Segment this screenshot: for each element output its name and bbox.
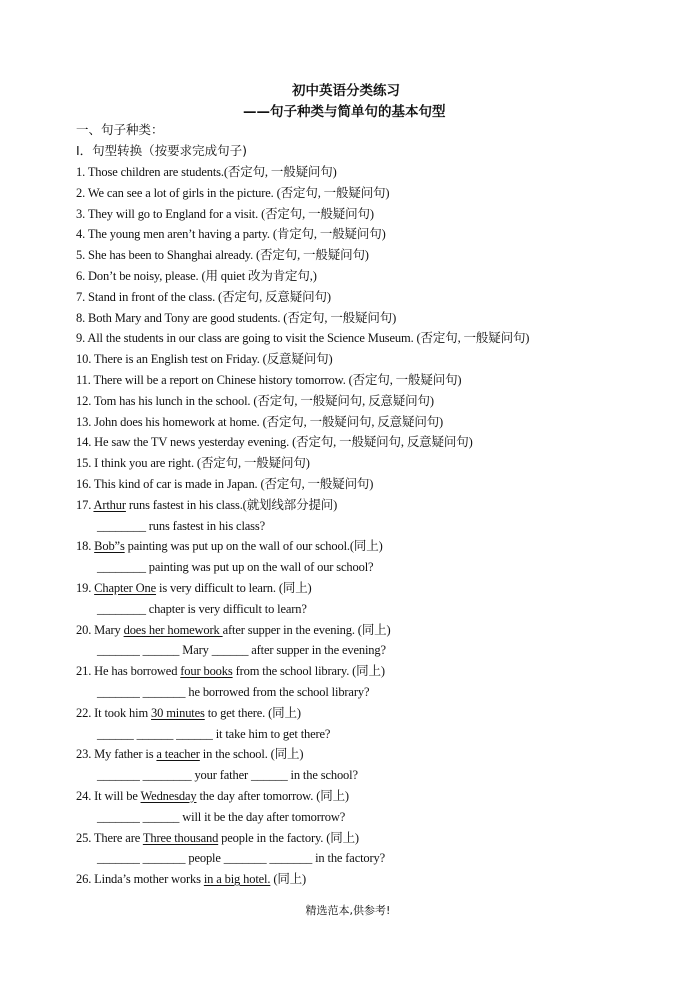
exercise-item — [76, 495, 676, 516]
text-segment: 17. — [76, 497, 94, 512]
text-segment: 13. John does his homework at home. (否定句, 一般疑问句, 反意疑问句) — [76, 414, 444, 429]
exercise-item — [76, 370, 676, 391]
text-segment: (同上) — [270, 872, 307, 887]
exercise-item — [76, 661, 676, 682]
underlined-phrase: Arthur — [93, 497, 126, 512]
text-segment: 3. They will go to England for a visit. (否定句, 一般疑问句) — [76, 206, 374, 221]
underlined-phrase: 30 minutes — [151, 705, 205, 720]
underlined-phrase: Wednesday — [140, 788, 197, 803]
text-segment: runs fastest in his class.(就划线部分提问) — [125, 497, 338, 512]
text-segment: in the school. (同上) — [199, 747, 304, 762]
exercise-list — [76, 162, 676, 890]
text-segment: 4. The young men aren’t having a party. (肯定句, 一般疑问句) — [76, 227, 386, 242]
text-segment: 18. — [76, 539, 95, 554]
text-segment: 5. She has been to Shanghai already. (否定句, 一般疑问句) — [76, 248, 369, 263]
text-segment: painting was put up on the wall of our school.(同上) — [124, 539, 383, 554]
underlined-phrase: Chapter One — [94, 580, 157, 595]
answer-line — [76, 724, 676, 745]
exercise-item — [76, 391, 676, 412]
text-segment: ______ ______ ______ it take him to get there? — [97, 726, 331, 741]
exercise-item — [76, 349, 676, 370]
text-segment: 25. There are — [76, 830, 143, 845]
text-segment: ________ painting was put up on the wall of our school? — [97, 560, 374, 575]
exercise-item — [76, 620, 676, 641]
text-segment: 15. I think you are right. (否定句, 一般疑问句) — [76, 456, 310, 471]
text-segment: ________ chapter is very difficult to learn? — [97, 601, 307, 616]
exercise-item — [76, 287, 676, 308]
exercise-item — [76, 432, 676, 453]
text-segment: 19. — [76, 580, 95, 595]
text-segment: after supper in the evening. (同上) — [222, 622, 391, 637]
text-segment: 12. Tom has his lunch in the school. (否定句, 一般疑问句, 反意疑问句) — [76, 393, 434, 408]
exercise-item — [76, 328, 676, 349]
text-segment: 14. He saw the TV news yesterday evening. (否定句, 一般疑问句, 反意疑问句) — [76, 435, 473, 450]
text-segment: 10. There is an English test on Friday. (反意疑问句) — [76, 352, 333, 367]
exercise-item — [76, 744, 676, 765]
exercise-item — [76, 183, 676, 204]
underlined-phrase: a teacher — [156, 747, 200, 762]
exercise-item — [76, 703, 676, 724]
answer-line — [76, 640, 676, 661]
text-segment: _______ ________ your father ______ in the school? — [97, 768, 358, 783]
text-segment: 20. Mary — [76, 622, 124, 637]
text-segment: is very difficult to learn. (同上) — [156, 580, 312, 595]
exercise-item — [76, 578, 676, 599]
text-segment: 22. It took him — [76, 705, 152, 720]
answer-line — [76, 516, 676, 537]
exercise-item — [76, 204, 676, 225]
answer-line — [76, 765, 676, 786]
text-segment: to get there. (同上) — [204, 705, 301, 720]
text-segment: 11. There will be a report on Chinese history tomorrow. (否定句, 一般疑问句) — [76, 372, 462, 387]
text-segment: 24. It will be — [76, 788, 141, 803]
answer-line — [76, 599, 676, 620]
exercise-item — [76, 245, 676, 266]
exercise-item — [76, 453, 676, 474]
exercise-item — [76, 266, 676, 287]
section-heading: 一、句子种类： — [76, 122, 164, 137]
text-segment: the day after tomorrow. (同上) — [196, 788, 349, 803]
exercise-item — [76, 308, 676, 329]
text-segment: 26. Linda’s mother works — [76, 872, 204, 887]
underlined-phrase: does her homework — [123, 622, 223, 637]
underlined-phrase: four books — [180, 664, 233, 679]
text-segment: 2. We can see a lot of girls in the picture. (否定句, 一般疑问句) — [76, 185, 390, 200]
text-segment: 6. Don’t be noisy, please. (用 quiet 改为肯定句,) — [76, 268, 317, 283]
text-segment: 9. All the students in our class are going to visit the Science Museum. (否定句, 一般疑问句) — [76, 331, 530, 346]
text-segment: _______ _______ he borrowed from the school library? — [97, 684, 370, 699]
underlined-phrase: Three thousand — [142, 830, 219, 845]
text-segment: from the school library. (同上) — [232, 664, 385, 679]
page-title: 初中英语分类练习 — [292, 83, 400, 99]
answer-line — [76, 557, 676, 578]
exercise-item — [76, 869, 676, 890]
underlined-phrase: Bob”s — [94, 539, 125, 554]
text-segment: ________ runs fastest in his class? — [97, 518, 265, 533]
underlined-phrase: in a big hotel. — [203, 872, 271, 887]
text-segment: 23. My father is — [76, 747, 157, 762]
text-segment: _______ _______ people _______ _______ in the factory? — [97, 851, 386, 866]
answer-line — [76, 848, 676, 869]
exercise-item — [76, 412, 676, 433]
exercise-item — [76, 162, 676, 183]
answer-line — [76, 682, 676, 703]
exercise-item — [76, 786, 676, 807]
exercise-item — [76, 474, 676, 495]
text-segment: 21. He has borrowed — [76, 664, 181, 679]
text-segment: _______ ______ will it be the day after tomorrow? — [97, 809, 346, 824]
text-segment: 16. This kind of car is made in Japan. (否定句, 一般疑问句) — [76, 476, 374, 491]
exercise-item — [76, 536, 676, 557]
text-segment: 7. Stand in front of the class. (否定句, 反意疑问句) — [76, 289, 331, 304]
page-footer: 精选范本,供参考! — [305, 904, 391, 917]
text-segment: 8. Both Mary and Tony are good students. (否定句, 一般疑问句) — [76, 310, 397, 325]
text-segment: people in the factory. (同上) — [218, 830, 359, 845]
answer-line — [76, 807, 676, 828]
section-subheading: Ⅰ．句型转换（按要求完成句子) — [76, 143, 248, 158]
exercise-item — [76, 224, 676, 245]
text-segment: 1. Those children are students.(否定句, 一般疑问句) — [76, 165, 337, 179]
exercise-item — [76, 828, 676, 849]
text-segment: _______ ______ Mary ______ after supper in the evening? — [97, 643, 386, 658]
page-subtitle: ——句子种类与简单句的基本句型 — [243, 104, 446, 120]
